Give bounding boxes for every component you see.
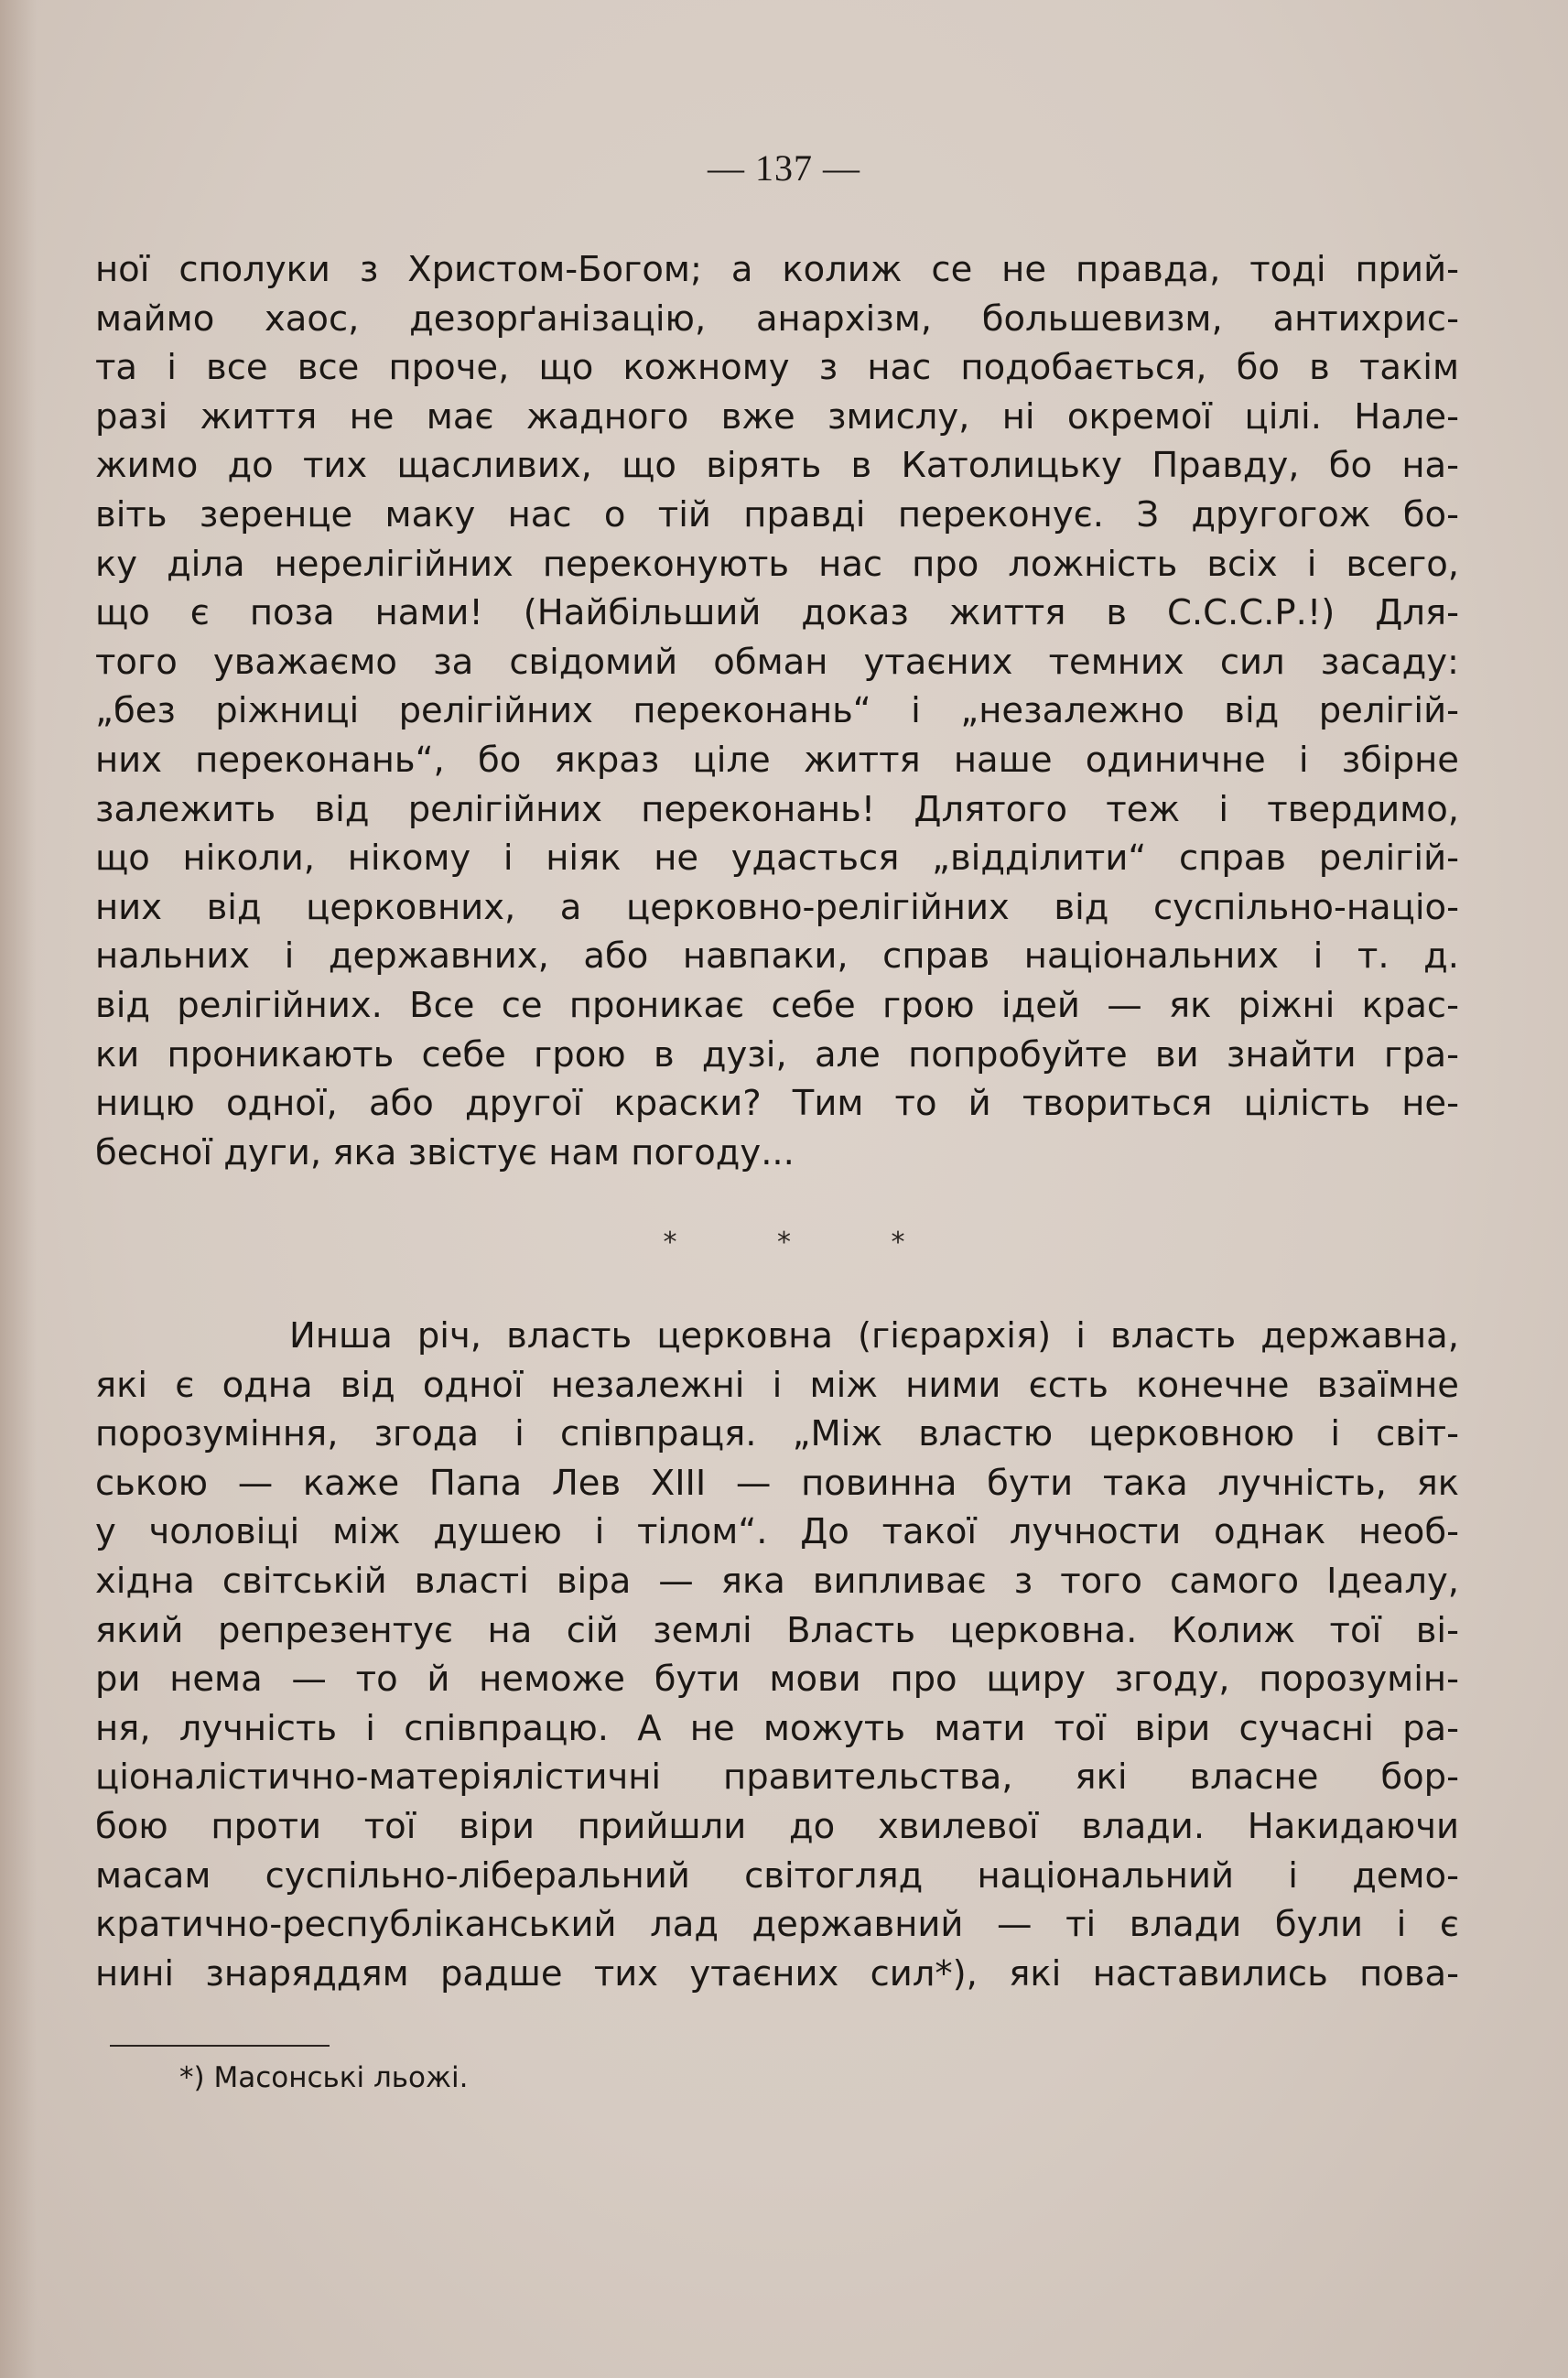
text-line: віть зеренце маку нас о тій правді переконує. З другогож бо- (95, 493, 1459, 535)
text-line: них переконань“, бо якраз ціле життя наше одиничне і збірне (95, 739, 1459, 781)
text-line: того уважаємо за свідомий обман утаєних темних сил засаду: (95, 641, 1459, 683)
footnote-divider (110, 2045, 330, 2047)
text-line: що ніколи, нікому і ніяк не удасться „відділити“ справ релігій- (95, 838, 1459, 880)
text-line: ки проникають себе грою в дузі, але попробуйте ви знайти гра- (95, 1033, 1459, 1076)
text-line: кратично-республіканський лад державний — ті влади були і є (95, 1904, 1459, 1946)
text-line: ціоналістично-матеріялістичні правительства, які власне бор- (95, 1756, 1459, 1799)
text-line: у чоловіці між душею і тілом“. До такої лучности однак необ- (95, 1511, 1459, 1553)
text-line: них від церковних, а церковно-релігійних від суспільно-націо- (95, 886, 1459, 928)
text-line: залежить від релігійних переконань! Длятого теж і твердимо, (95, 788, 1459, 830)
text-line: від релігійних. Все се проникає себе грою ідей — як ріжні крас- (95, 984, 1459, 1026)
footnote: *) Масонські льожі. (179, 2061, 469, 2094)
text-line: що є поза нами! (Найбільший доказ життя в С.С.С.Р.!) Для- (95, 592, 1459, 634)
paragraph-2 (95, 1312, 1459, 1998)
text-line: „без ріжниці релігійних переконань“ і „незалежно від релігій- (95, 690, 1459, 732)
text-line: Инша річ, власть церковна (гієрархія) і власть державна, (289, 1315, 1459, 1357)
text-line: який репрезентує на сій землі Власть церковна. Колиж тої ві- (95, 1609, 1459, 1651)
text-line: ку діла нерелігійних переконують нас про ложність всіх і всего, (95, 543, 1459, 585)
text-line: які є одна від одної незалежні і між ними єсть конечне взаїмне (95, 1364, 1459, 1406)
text-line: ською — каже Папа Лев XIII — повинна бути така лучність, як (95, 1462, 1459, 1504)
text-line: та і все все проче, що кожному з нас подобається, бо в такім (95, 347, 1459, 389)
text-line: бою проти тої віри прийшли до хвилевої влади. Накидаючи (95, 1805, 1459, 1847)
text-line: разі життя не має жадного вже змислу, ні окремої цілі. Нале- (95, 395, 1459, 438)
text-line: ня, лучність і співпрацю. А не можуть мати тої віри сучасні ра- (95, 1707, 1459, 1749)
text-line: нині знаряддям радше тих утаєних сил*), які наставились пова- (95, 1952, 1459, 1994)
paragraph-1 (95, 245, 1459, 1177)
page-edge-shadow (0, 0, 37, 2378)
text-line: порозуміння, згода і співпраця. „Між властю церковною і світ- (95, 1413, 1459, 1455)
text-line: ри нема — то й неможе бути мови про щиру згоду, порозумін- (95, 1659, 1459, 1701)
text-line: ницю одної, або другої краски? Тим то й твориться цілість не- (95, 1083, 1459, 1125)
text-line: масам суспільно-ліберальний світогляд національний і демо- (95, 1854, 1459, 1897)
page-number: — 137 — (708, 147, 860, 189)
text-line: хідна світській власті віра — яка випливає з того самого Ідеалу, (95, 1560, 1459, 1602)
text-line: жимо до тих щасливих, що вірять в Католицьку Правду, бо на- (95, 445, 1459, 487)
text-line: ної сполуки з Христом-Богом; а колиж се не правда, тоді прий- (95, 249, 1459, 290)
text-line: маймо хаос, дезорґанізацію, анархізм, большевизм, антихрис- (95, 297, 1459, 340)
text-line: нальних і державних, або навпаки, справ національних і т. д. (95, 935, 1459, 978)
text-line: бесної дуги, яка звістує нам погоду... (95, 1131, 795, 1173)
section-separator: * * * (663, 1227, 905, 1259)
